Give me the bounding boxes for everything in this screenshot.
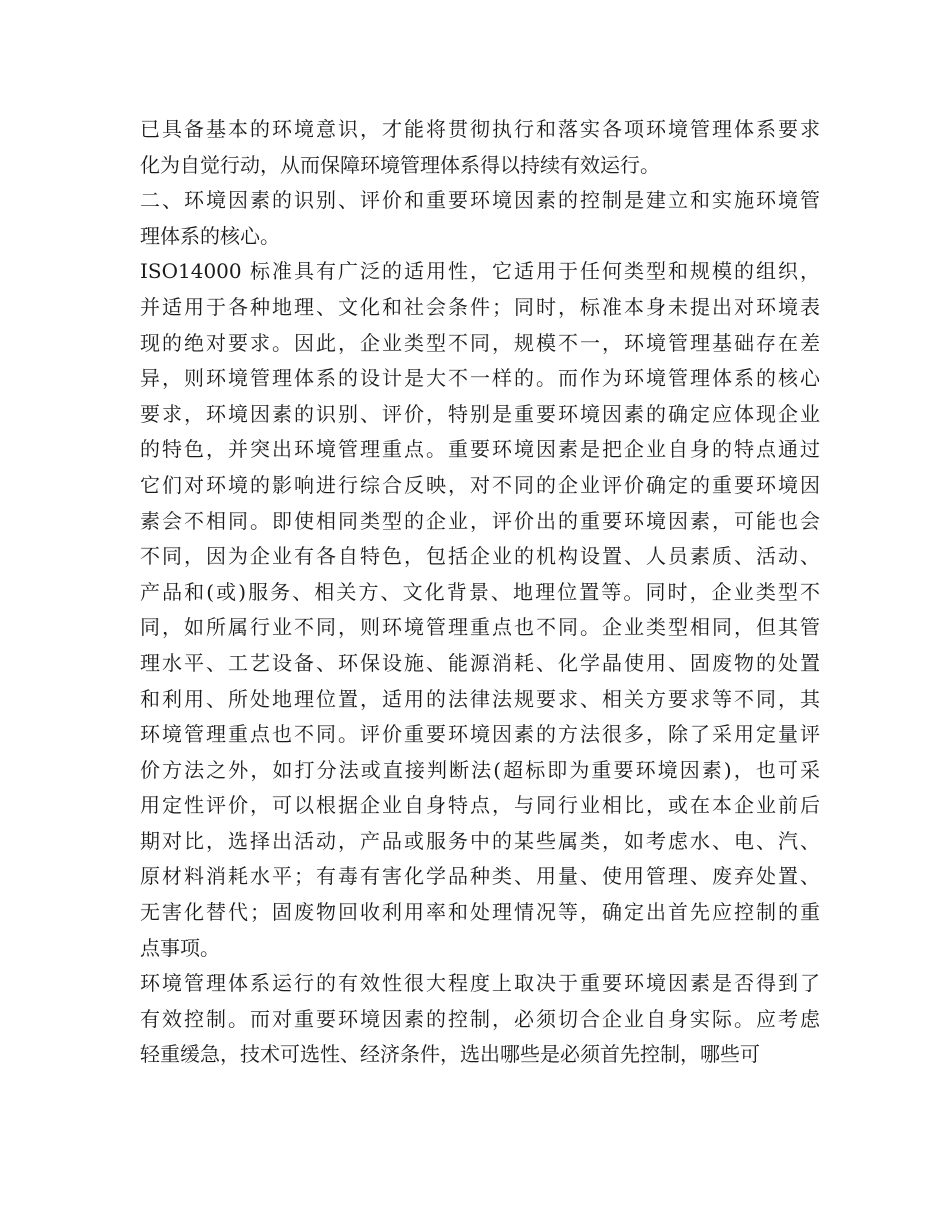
document-body xyxy=(140,112,820,1073)
text-line: 理水平、工艺设备、环保设施、能源消耗、化学晶使用、固废物的处置 xyxy=(140,650,820,675)
text-line: 素会不相同。即使相同类型的企业，评价出的重要环境因素，可能也会 xyxy=(140,508,820,533)
text-line: 的特色，并突出环境管理重点。重要环境因素是把企业自身的特点通过 xyxy=(140,437,820,462)
text-line: 原材料消耗水平；有毒有害化学品种类、用量、使用管理、废弃处置、 xyxy=(140,864,820,889)
text-line: 点事项。 xyxy=(140,935,220,960)
text-line: ISO14000 标准具有广泛的适用性，它适用于任何类型和规模的组织， xyxy=(140,259,820,284)
text-line: 现的绝对要求。因此，企业类型不同，规模不一，环境管理基础存在差 xyxy=(140,330,820,355)
text-line: 不同，因为企业有各自特色，包括企业的机构设置、人员素质、活动、 xyxy=(140,544,820,569)
paragraph xyxy=(140,112,820,183)
text-line: 二、环境因素的识别、评价和重要环境因素的控制是建立和实施环境管 xyxy=(140,188,820,213)
paragraph xyxy=(140,183,820,254)
text-line: 化为自觉行动，从而保障环境管理体系得以持续有效运行。 xyxy=(140,152,660,177)
text-line: 期对比，选择出活动，产品或服务中的某些属类，如考虑水、电、汽、 xyxy=(140,828,820,853)
text-line: 同，如所属行业不同，则环境管理重点也不同。企业类型相同，但其管 xyxy=(140,615,820,640)
text-line: 有效控制。而对重要环境因素的控制，必须切合企业自身实际。应考虑 xyxy=(140,1006,820,1031)
text-line: 它们对环境的影响进行综合反映，对不同的企业评价确定的重要环境因 xyxy=(140,472,820,497)
text-line: 无害化替代；固废物回收利用率和处理情况等，确定出首先应控制的重 xyxy=(140,900,820,925)
text-line: 异，则环境管理体系的设计是大不一样的。而作为环境管理体系的核心 xyxy=(140,366,820,391)
text-line: 轻重缓急，技术可选性、经济条件，选出哪些是必须首先控制，哪些可 xyxy=(140,1042,760,1067)
text-line: 并适用于各种地理、文化和社会条件；同时，标准本身未提出对环境表 xyxy=(140,294,820,319)
paragraph xyxy=(140,254,820,966)
text-line: 已具备基本的环境意识，才能将贯彻执行和落实各项环境管理体系要求 xyxy=(140,117,820,141)
paragraph xyxy=(140,966,820,1073)
text-line: 和利用、所处地理位置，适用的法律法规要求、相关方要求等不同，其 xyxy=(140,686,820,711)
text-line: 产品和(或)服务、相关方、文化背景、地理位置等。同时，企业类型不 xyxy=(140,579,820,604)
text-line: 环境管理体系运行的有效性很大程度上取决于重要环境因素是否得到了 xyxy=(140,971,820,996)
text-line: 价方法之外，如打分法或直接判断法(超标即为重要环境因素)，也可采 xyxy=(140,757,820,782)
text-line: 环境管理重点也不同。评价重要环境因素的方法很多，除了采用定量评 xyxy=(140,722,820,747)
text-line: 理体系的核心。 xyxy=(140,223,280,248)
text-line: 要求，环境因素的识别、评价，特别是重要环境因素的确定应体现企业 xyxy=(140,401,820,426)
text-line: 用定性评价，可以根据企业自身特点，与同行业相比，或在本企业前后 xyxy=(140,793,820,818)
